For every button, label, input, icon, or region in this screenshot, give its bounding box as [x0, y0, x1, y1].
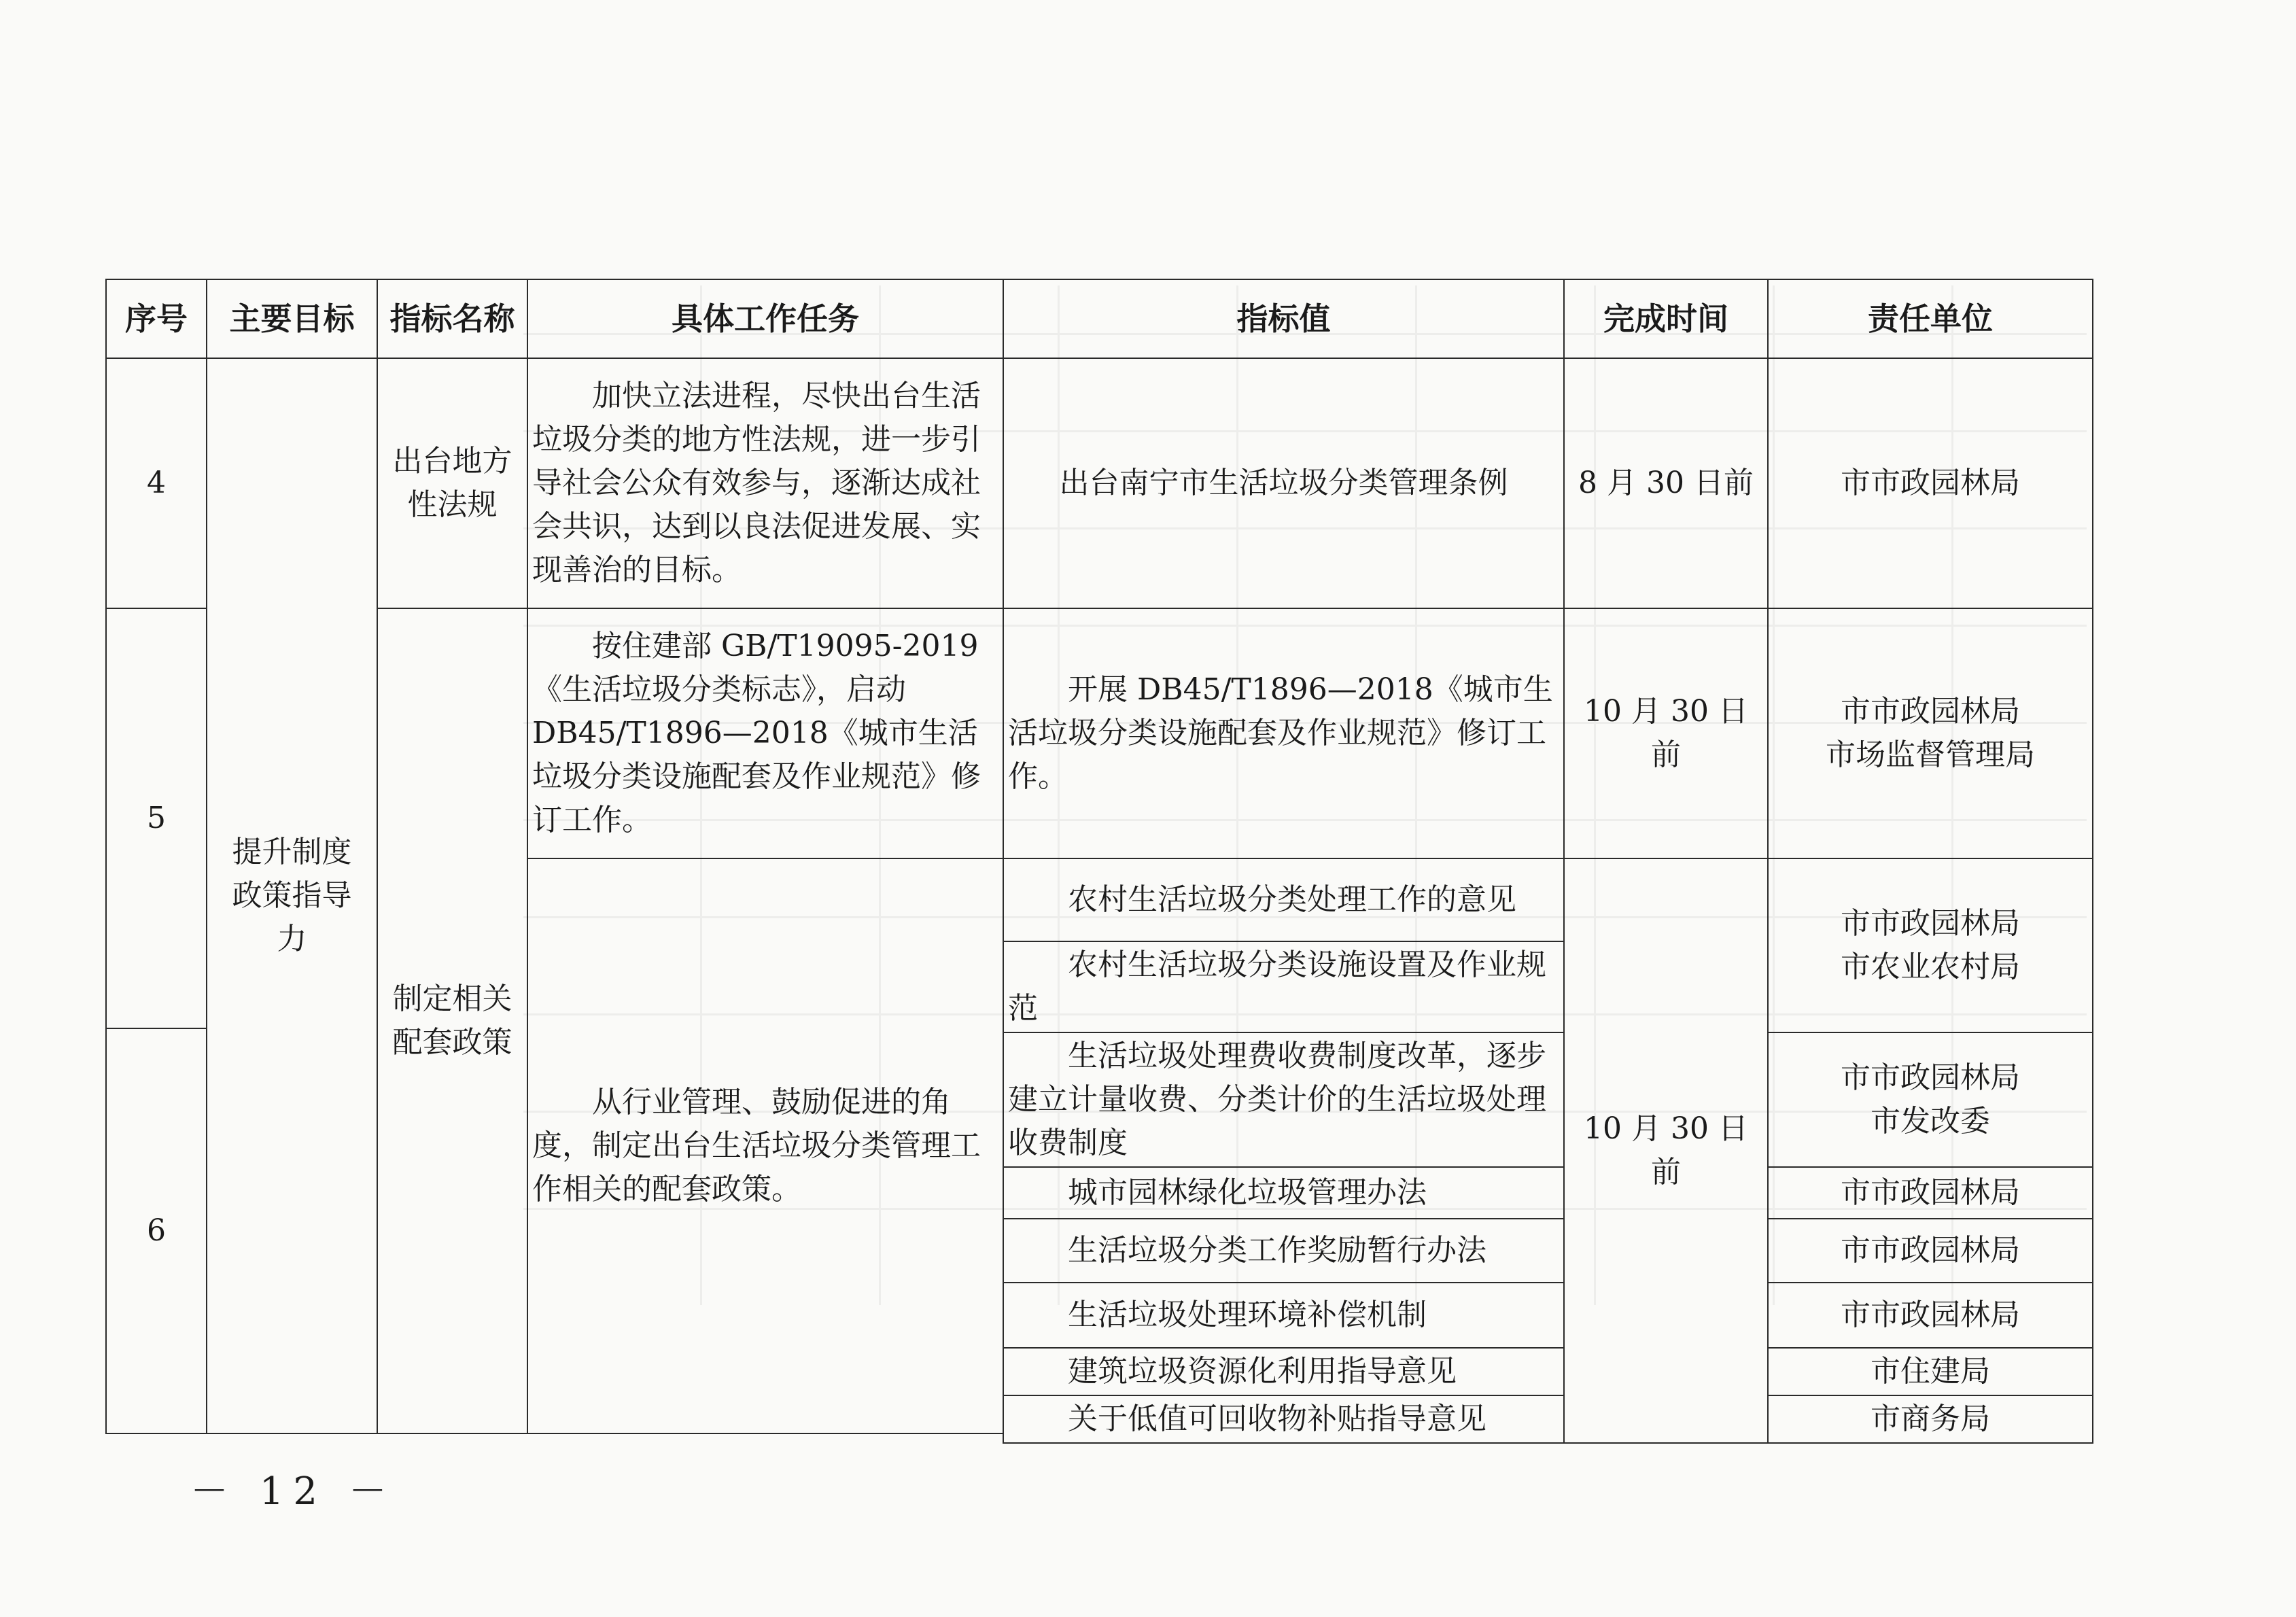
page-number: － 12 －: [190, 1470, 396, 1514]
header-indicator: 指标名称: [377, 279, 528, 359]
header-deadline: 完成时间: [1563, 279, 1769, 359]
row4-deadline: 8 月 30 日前: [1563, 358, 1769, 609]
row6-task: 从行业管理、鼓励促进的角度，制定出台生活垃圾分类管理工作相关的配套政策。: [527, 858, 1004, 1434]
row5-6-indicator: 制定相关配套政策: [377, 608, 528, 1434]
row6-value-7: 建筑垃圾资源化利用指导意见: [1003, 1347, 1565, 1396]
header-value: 指标值: [1003, 279, 1565, 359]
row6-value-5: 生活垃圾分类工作奖励暂行办法: [1003, 1218, 1565, 1283]
row6-dept-7: 市商务局: [1767, 1395, 2093, 1444]
row6-value-6: 生活垃圾处理环境补偿机制: [1003, 1282, 1565, 1349]
row6-dept-3: 市市政园林局: [1767, 1166, 2093, 1219]
row5-dept-line2: 市场监督管理局: [1826, 737, 2035, 772]
row6-value-3: 生活垃圾处理费收费制度改革，逐步建立计量收费、分类计价的生活垃圾处理收费制度: [1003, 1032, 1565, 1168]
row5-dept: [1767, 608, 2093, 859]
row6-dept-5: 市市政园林局: [1767, 1282, 2093, 1349]
row4-task: 加快立法进程，尽快出台生活垃圾分类的地方性法规，进一步引导社会公众有效参与，逐渐达成社会共识，达到以良法促进发展、实现善治的目标。: [527, 358, 1004, 609]
header-seq: 序号: [105, 279, 207, 359]
row4-value: 出台南宁市生活垃圾分类管理条例: [1003, 358, 1565, 609]
row6-dept-1: 市市政园林局 市农业农村局: [1767, 858, 2093, 1033]
goal-cell: 提升制度政策指导力: [206, 358, 378, 1434]
row5-seq: 5: [105, 608, 207, 1029]
row5-dept-line1: 市市政园林局: [1841, 694, 2020, 729]
header-dept: 责任单位: [1767, 279, 2093, 359]
row6-value-4: 城市园林绿化垃圾管理办法: [1003, 1166, 1565, 1219]
row6-dept-2: 市市政园林局 市发改委: [1767, 1032, 2093, 1168]
header-goal: 主要目标: [206, 279, 378, 359]
row5-deadline: 10 月 30 日前: [1563, 608, 1769, 859]
row4-seq: 4: [105, 358, 207, 609]
header-task: 具体工作任务: [527, 279, 1004, 359]
row6-deadline: 10 月 30 日前: [1563, 858, 1769, 1444]
row6-value-1: 农村生活垃圾分类处理工作的意见: [1003, 858, 1565, 942]
row6-dept-6: 市住建局: [1767, 1347, 2093, 1396]
row6-dept-4: 市市政园林局: [1767, 1218, 2093, 1283]
row6-value-2: 农村生活垃圾分类设施设置及作业规范: [1003, 941, 1565, 1033]
row5-task: 按住建部 GB/T19095-2019《生活垃圾分类标志》，启动 DB45/T1896—2018《城市生活垃圾分类设施配套及作业规范》修订工作。: [527, 608, 1004, 859]
row4-indicator: 出台地方性法规: [377, 358, 528, 609]
row6-value-8: 关于低值可回收物补贴指导意见: [1003, 1395, 1565, 1444]
row4-dept: 市市政园林局: [1767, 358, 2093, 609]
row5-value: 开展 DB45/T1896—2018《城市生活垃圾分类设施配套及作业规范》修订工作。: [1003, 608, 1565, 859]
row6-seq: 6: [105, 1028, 207, 1434]
